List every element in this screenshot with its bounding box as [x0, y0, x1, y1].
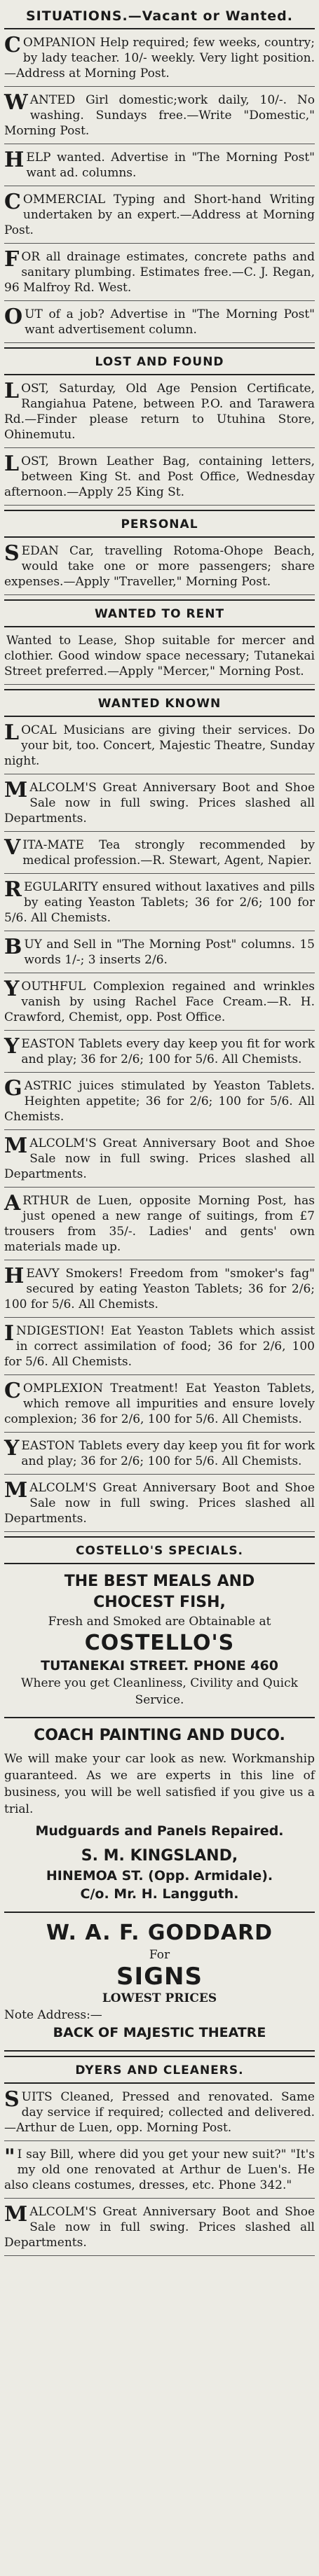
classified-ad [4, 1188, 315, 1260]
ad-text: I say Bill, where did you get your new suit?" "It's my old one renovated at Arthur de Luen's. He also cleans costumes, dresses, etc. Phone 342." [4, 2147, 315, 2192]
classified-ad [4, 144, 315, 186]
goddard-prices: LOWEST PRICES [102, 1991, 217, 2005]
ad-text: ITA-MATE Tea strongly recommended by medical profession.—R. Stewart, Agent, Napier. [22, 838, 315, 868]
ad-initial-letter: A [4, 1191, 21, 1216]
ad-initial-letter: B [4, 935, 22, 959]
ad-text: ALCOLM'S Great Anniversary Boot and Shoe Sale now in full swing. Prices slashed all Departments. [4, 1481, 315, 1526]
classified-ad [4, 1031, 315, 1073]
classified-ad [4, 186, 315, 244]
ad-text: ALCOLM'S Great Anniversary Boot and Shoe Sale now in full swing. Prices slashed all Departments. [4, 2205, 315, 2250]
classified-ad [4, 973, 315, 1031]
classified-ad [4, 1475, 315, 1532]
ad-initial-letter: L [4, 379, 20, 403]
ad-initial-letter: Y [4, 1436, 20, 1461]
ad-text: OMMERCIAL Typing and Short-hand Writing undertaken by an expert.—Address at Morning Post. [4, 193, 315, 237]
ad-list-known [4, 717, 315, 1532]
classified-ad [4, 1073, 315, 1130]
coach-display-ad [4, 1718, 315, 1913]
ad-initial-letter: S [4, 541, 20, 566]
classified-ad [4, 1260, 315, 1318]
ad-text: UT of a job? Advertise in "The Morning Post" want advertisement column. [25, 307, 315, 337]
coach-title: COACH PAINTING AND DUCO. [34, 1727, 285, 1744]
ad-initial-letter: R [4, 877, 22, 902]
ad-initial-letter: Y [4, 977, 20, 1001]
classified-ad [4, 87, 315, 144]
ad-initial-letter: M [4, 1478, 28, 1503]
ad-initial-letter: L [4, 720, 20, 745]
goddard-name: W. A. F. GODDARD [46, 1921, 273, 1945]
ad-list-rent [4, 627, 315, 685]
ad-text: ASTRIC juices stimulated by Yeaston Tablets. Heighten appetite; 36 for 2/6; 100 for 5/6. All Chemists. [4, 1079, 315, 1124]
ad-text: OUTHFUL Complexion regained and wrinkles vanish by using Rachel Face Cream.—R. H. Crawford, Chemist, opp. Post Office. [4, 980, 315, 1024]
goddard-display-ad [4, 1913, 315, 2052]
ad-text: UY and Sell in "The Morning Post" columns. 15 words 1/-; 3 inserts 2/6. [24, 938, 315, 967]
section-heading-lost-found: LOST AND FOUND [4, 347, 315, 375]
costello-line3: Fresh and Smoked are Obtainable at [48, 1615, 271, 1629]
ad-initial-letter: Y [4, 1034, 20, 1059]
ad-initial-letter: C [4, 1379, 21, 1403]
ad-initial-letter: M [4, 778, 28, 802]
section-heading-personal: PERSONAL [4, 510, 315, 538]
section-heading-wanted-known: WANTED KNOWN [4, 689, 315, 717]
costello-display-ad [4, 1564, 315, 1718]
ad-list-dyers [4, 2084, 315, 2256]
classified-ad [4, 1130, 315, 1188]
ad-text: OMPANION Help required; few weeks, country; by lady teacher. 10/- weekly. Very light position.—Address at Morning Post. [4, 36, 315, 81]
ad-text: RTHUR de Luen, opposite Morning Post, has just opened a new range of suitings, from £7 trousers from 35/-. Ladies' and gents' own materials made up. [4, 1194, 315, 1254]
classified-ad [4, 2199, 315, 2256]
classified-ad [4, 29, 315, 87]
classified-ad [4, 832, 315, 874]
ad-text: UITS Cleaned, Pressed and renovated. Same day service if required; collected and delivered.—Arthur de Luen, opp. Morning Post. [4, 2090, 315, 2135]
classified-ad [4, 717, 315, 774]
ad-initial-letter: O [4, 305, 23, 329]
costello-street: TUTANEKAI STREET. PHONE 460 [41, 1658, 278, 1673]
ad-initial-letter: M [4, 1134, 28, 1158]
classified-ad [4, 2141, 315, 2199]
ad-initial-letter: H [4, 148, 25, 172]
classified-ad [4, 538, 315, 595]
ad-text: OST, Brown Leather Bag, containing letters, between King St. and Post Office, Wednesday afternoon.—Apply 25 King St. [4, 454, 315, 499]
ad-text: EASTON Tablets every day keep you fit for work and play; 36 for 2/6; 100 for 5/6. All Chemists. [21, 1037, 315, 1066]
ad-initial-letter: " [4, 2145, 15, 2169]
ad-text: EAVY Smokers! Freedom from "smoker's fag" secured by eating Yeaston Tablets; 36 for 2/6; 100 for 5/6. All Chemists. [4, 1267, 315, 1311]
coach-co: C/o. Mr. H. Langguth. [80, 1886, 239, 1902]
section-heading-situations: SITUATIONS.—Vacant or Wanted. [4, 3, 315, 29]
ad-text: ANTED Girl domestic;work daily, 10/-. No washing. Sundays free.—Write "Domestic," Morning Post. [4, 93, 315, 138]
classified-ad [4, 448, 315, 506]
coach-sub: Mudguards and Panels Repaired. [35, 1823, 284, 1839]
goddard-for: For [149, 1948, 170, 1962]
classified-ad [4, 301, 315, 343]
goddard-note: Note Address:— [4, 2008, 102, 2022]
classified-ad [4, 874, 315, 931]
classified-ad [4, 1318, 315, 1375]
ad-text: ELP wanted. Advertise in "The Morning Post" want ad. columns. [26, 151, 315, 180]
ad-initial-letter: V [4, 835, 21, 860]
costello-line1: THE BEST MEALS AND [64, 1573, 255, 1590]
ad-initial-letter: H [4, 1264, 25, 1288]
ad-list-situations [4, 29, 315, 343]
ad-initial-letter: G [4, 1076, 22, 1101]
ad-initial-letter: S [4, 2087, 20, 2112]
ad-initial-letter: W [4, 90, 28, 115]
section-heading-wanted-rent: WANTED TO RENT [4, 599, 315, 627]
ad-initial-letter: C [4, 190, 21, 214]
costello-name: COSTELLO'S [84, 1631, 235, 1655]
classified-ad [4, 2084, 315, 2141]
ad-initial-letter: F [4, 247, 20, 272]
ad-text: OCAL Musicians are giving their services. Do your bit, too. Concert, Majestic Theatre, Sunday night. [4, 723, 315, 768]
ad-text: OMPLEXION Treatment! Eat Yeaston Tablets, which remove all impurities and ensure lovely complexion; 36 for 2/6, 100 for 5/6. All Chemists. [4, 1381, 315, 1426]
ad-initial-letter: C [4, 33, 21, 57]
ad-text: OST, Saturday, Old Age Pension Certificate, Rangiahua Patene, between P.O. and Tarawera Rd.—Finder please return to Utuhina Store, Ohinemutu. [4, 382, 315, 442]
ad-text: NDIGESTION! Eat Yeaston Tablets which assist in correct assimilation of food; 36 for 2/6, 100 for 5/6. All Chemists. [4, 1324, 315, 1369]
ad-initial-letter: L [4, 452, 20, 476]
ad-text: ALCOLM'S Great Anniversary Boot and Shoe Sale now in full swing. Prices slashed all Departments. [4, 781, 315, 826]
goddard-signs: SIGNS [116, 1963, 203, 1991]
classified-ad [4, 244, 315, 301]
classified-ad [4, 1433, 315, 1475]
ad-text: EGULARITY ensured without laxatives and pills by eating Yeaston Tablets; 36 for 2/6; 100 for 5/6. All Chemists. [4, 880, 315, 925]
classified-ad [4, 627, 315, 685]
ad-list-lost [4, 375, 315, 506]
goddard-back: BACK OF MAJESTIC THEATRE [53, 2025, 266, 2040]
ad-initial-letter: M [4, 2202, 28, 2227]
coach-name: S. M. KINGSLAND, [81, 1847, 238, 1865]
classified-ad [4, 931, 315, 973]
ad-text: ALCOLM'S Great Anniversary Boot and Shoe Sale now in full swing. Prices slashed all Departments. [4, 1136, 315, 1181]
section-heading-dyers: DYERS AND CLEANERS. [4, 2056, 315, 2084]
coach-body: We will make your car look as new. Workmanship guaranteed. As we are experts in this line of business, you will be well satisfied if you give us a trial. [4, 1752, 315, 1816]
ad-initial-letter: I [4, 1321, 15, 1346]
coach-addr: HINEMOA ST. (Opp. Armidale). [46, 1868, 273, 1884]
classified-ad [4, 774, 315, 832]
costello-line2: CHOCEST FISH, [93, 1594, 226, 1611]
section-heading-costello: COSTELLO'S SPECIALS. [4, 1536, 315, 1564]
ad-list-personal [4, 538, 315, 595]
ad-text: OR all drainage estimates, concrete paths and sanitary plumbing. Estimates free.—C. J. Regan, 96 Malfroy Rd. West. [4, 250, 315, 295]
classified-ad [4, 1375, 315, 1433]
ad-text: EASTON Tablets every day keep you fit for work and play; 36 for 2/6; 100 for 5/6. All Chemists. [21, 1439, 315, 1468]
ad-text: EDAN Car, travelling Rotoma-Ohope Beach, would take one or more passengers; share expenses.—Apply "Traveller," Morning Post. [4, 544, 315, 589]
costello-line4: Where you get Cleanliness, Civility and Quick Service. [21, 1676, 298, 1707]
ad-text: Wanted to Lease, Shop suitable for mercer and clothier. Good window space necessary; Tutanekai Street preferred.—Apply "Mercer," Morning Post. [4, 634, 315, 678]
classified-ad [4, 375, 315, 448]
